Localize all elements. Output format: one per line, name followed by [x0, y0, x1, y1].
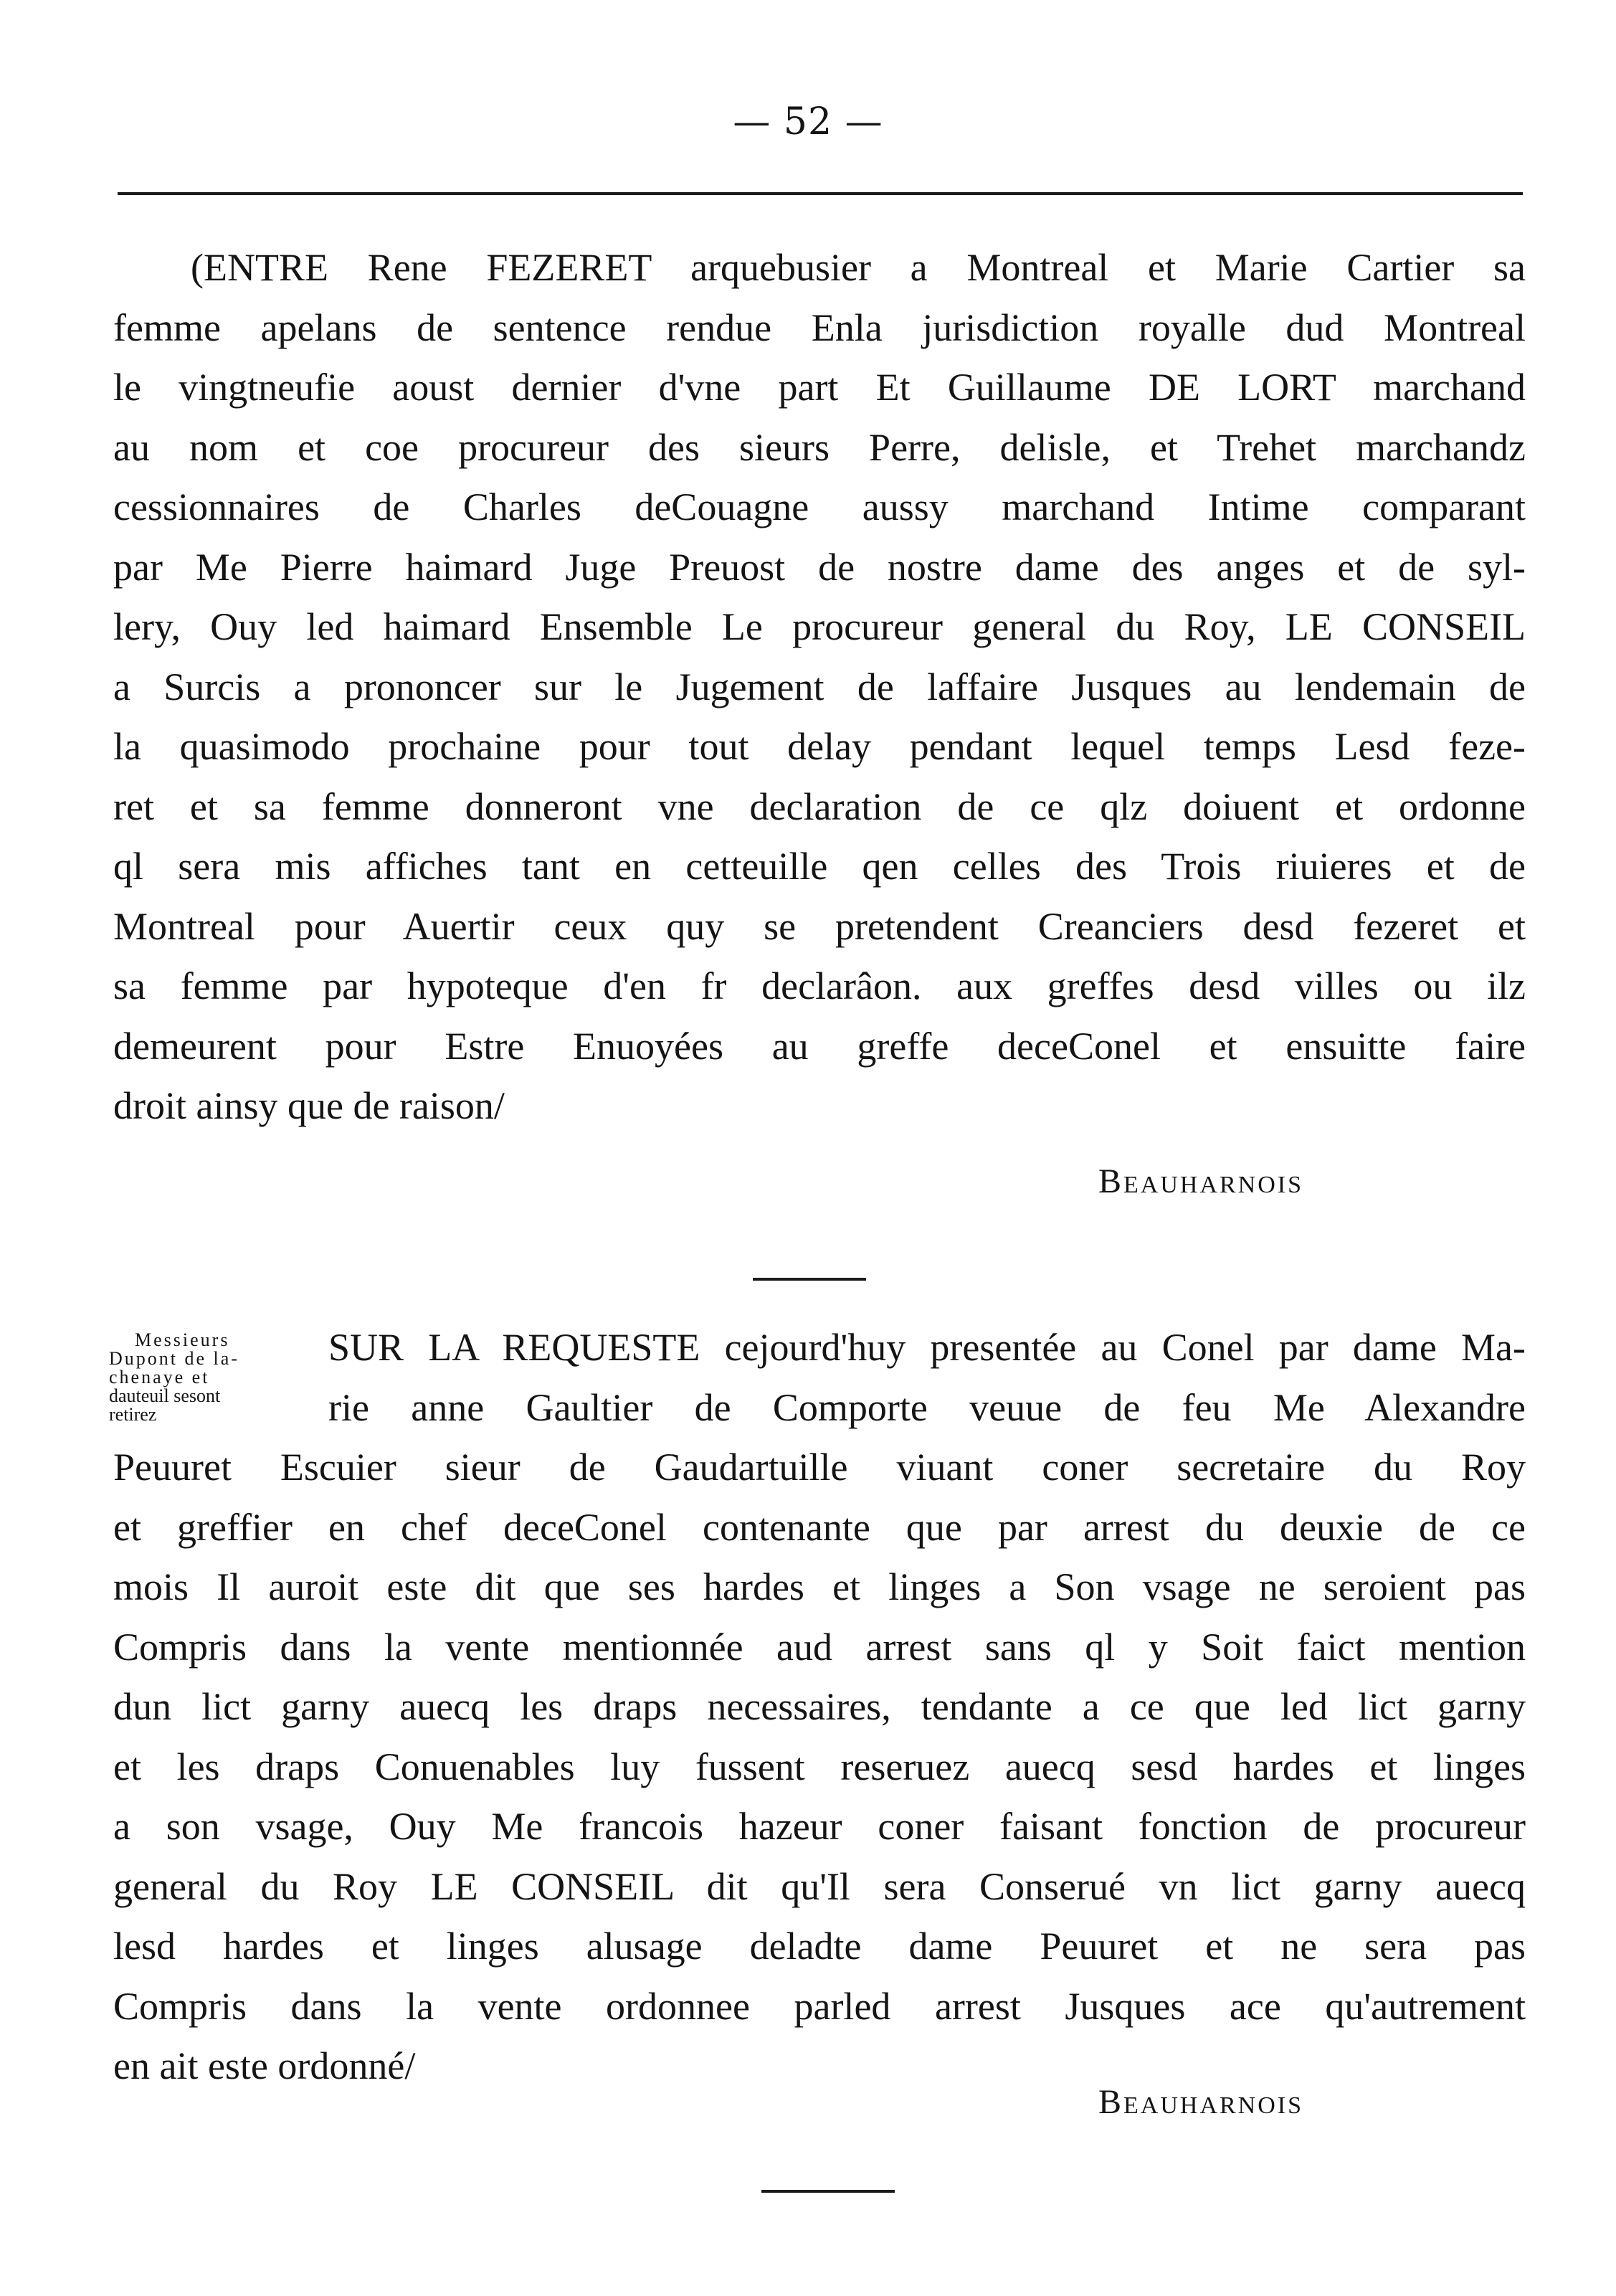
text-line: la quasimodo prochaine pour tout delay pendant lequel temps Lesd feze-: [113, 725, 1526, 768]
text-line: Montreal pour Auertir ceux quy se pretendent Creanciers desd fezeret et: [113, 904, 1526, 948]
page-number: — 52 —: [733, 100, 883, 143]
text-line: general du Roy LE CONSEIL dit qu'Il sera Conserué vn lict garny auecq: [113, 1864, 1526, 1908]
text-line: par Me Pierre haimard Juge Preuost de nostre dame des anges et de syl-: [113, 545, 1526, 589]
text-line: rie anne Gaultier de Comporte veuue de feu Me Alexandre: [328, 1385, 1526, 1429]
margin-note-line: Messieurs: [135, 1329, 230, 1350]
text-line: cessionnaires de Charles deCouagne aussy marchand Intime comparant: [113, 485, 1526, 528]
entry-fezeret-text: [113, 238, 1526, 1137]
text-line: et les draps Conuenables luy fussent reseruez auecq sesd hardes et linges: [113, 1745, 1526, 1788]
margin-note-line: Dupont de la-: [109, 1348, 239, 1369]
text-line: droit ainsy que de raison/: [113, 1084, 505, 1127]
text-line: ql sera mis affiches tant en cetteuille qen celles des Trois riuieres et de: [113, 845, 1526, 888]
text-line: Peuuret Escuier sieur de Gaudartuille viuant coner secretaire du Roy: [113, 1446, 1526, 1489]
section-divider: [753, 1278, 866, 1281]
text-line: a Surcis a prononcer sur le Jugement de laffaire Jusques au lendemain de: [113, 665, 1526, 708]
text-line: SUR LA REQUESTE cejourd'huy presentée au Conel par dame Ma-: [328, 1326, 1526, 1369]
text-line: au nom et coe procureur des sieurs Perre, delisle, et Trehet marchandz: [113, 425, 1526, 469]
margin-note-line: dauteuil sesont: [109, 1385, 221, 1406]
text-line: lesd hardes et linges alusage deladte dame Peuuret et ne sera pas: [113, 1925, 1526, 1968]
margin-note-line: chenaye et: [109, 1367, 210, 1387]
signature-beauharnois: Beauharnois: [1098, 2083, 1304, 2121]
text-line: lery, Ouy led haimard Ensemble Le procureur general du Roy, LE CONSEIL: [113, 605, 1526, 648]
text-line: ret et sa femme donneront vne declaration de ce qlz doiuent et ordonne: [113, 784, 1526, 828]
text-line: sa femme par hypoteque d'en fr declarâon. aux greffes desd villes ou ilz: [113, 964, 1526, 1007]
text-line: dun lict garny auecq les draps necessaires, tendante a ce que led lict garny: [113, 1685, 1526, 1728]
text-line: demeurent pour Estre Enuoyées au greffe deceConel et ensuitte faire: [113, 1024, 1526, 1068]
text-line: Compris dans la vente mentionnée aud arrest sans ql y Soit faict mention: [113, 1625, 1526, 1669]
signature-beauharnois: Beauharnois: [1098, 1162, 1304, 1200]
closing-divider: [761, 2190, 895, 2193]
text-line: mois Il auroit este dit que ses hardes et linges a Son vsage ne seroient pas: [113, 1565, 1526, 1608]
header-rule: [118, 192, 1523, 195]
text-line: (ENTRE Rene FEZERET arquebusier a Montreal et Marie Cartier sa: [191, 246, 1526, 289]
text-line: le vingtneufie aoust dernier d'vne part Et Guillaume DE LORT marchand: [113, 366, 1526, 409]
text-line: en ait este ordonné/: [113, 2044, 416, 2087]
text-line: et greffier en chef deceConel contenante que par arrest du deuxie de ce: [113, 1505, 1526, 1549]
text-line: a son vsage, Ouy Me francois hazeur coner faisant fonction de procureur: [113, 1805, 1526, 1848]
margin-note-line: retirez: [109, 1404, 157, 1425]
entry-requeste-text: [113, 1318, 1526, 2097]
text-line: femme apelans de sentence rendue Enla jurisdiction royalle dud Montreal: [113, 305, 1526, 349]
text-line: Compris dans la vente ordonnee parled arrest Jusques ace qu'autrement: [113, 1984, 1526, 2028]
